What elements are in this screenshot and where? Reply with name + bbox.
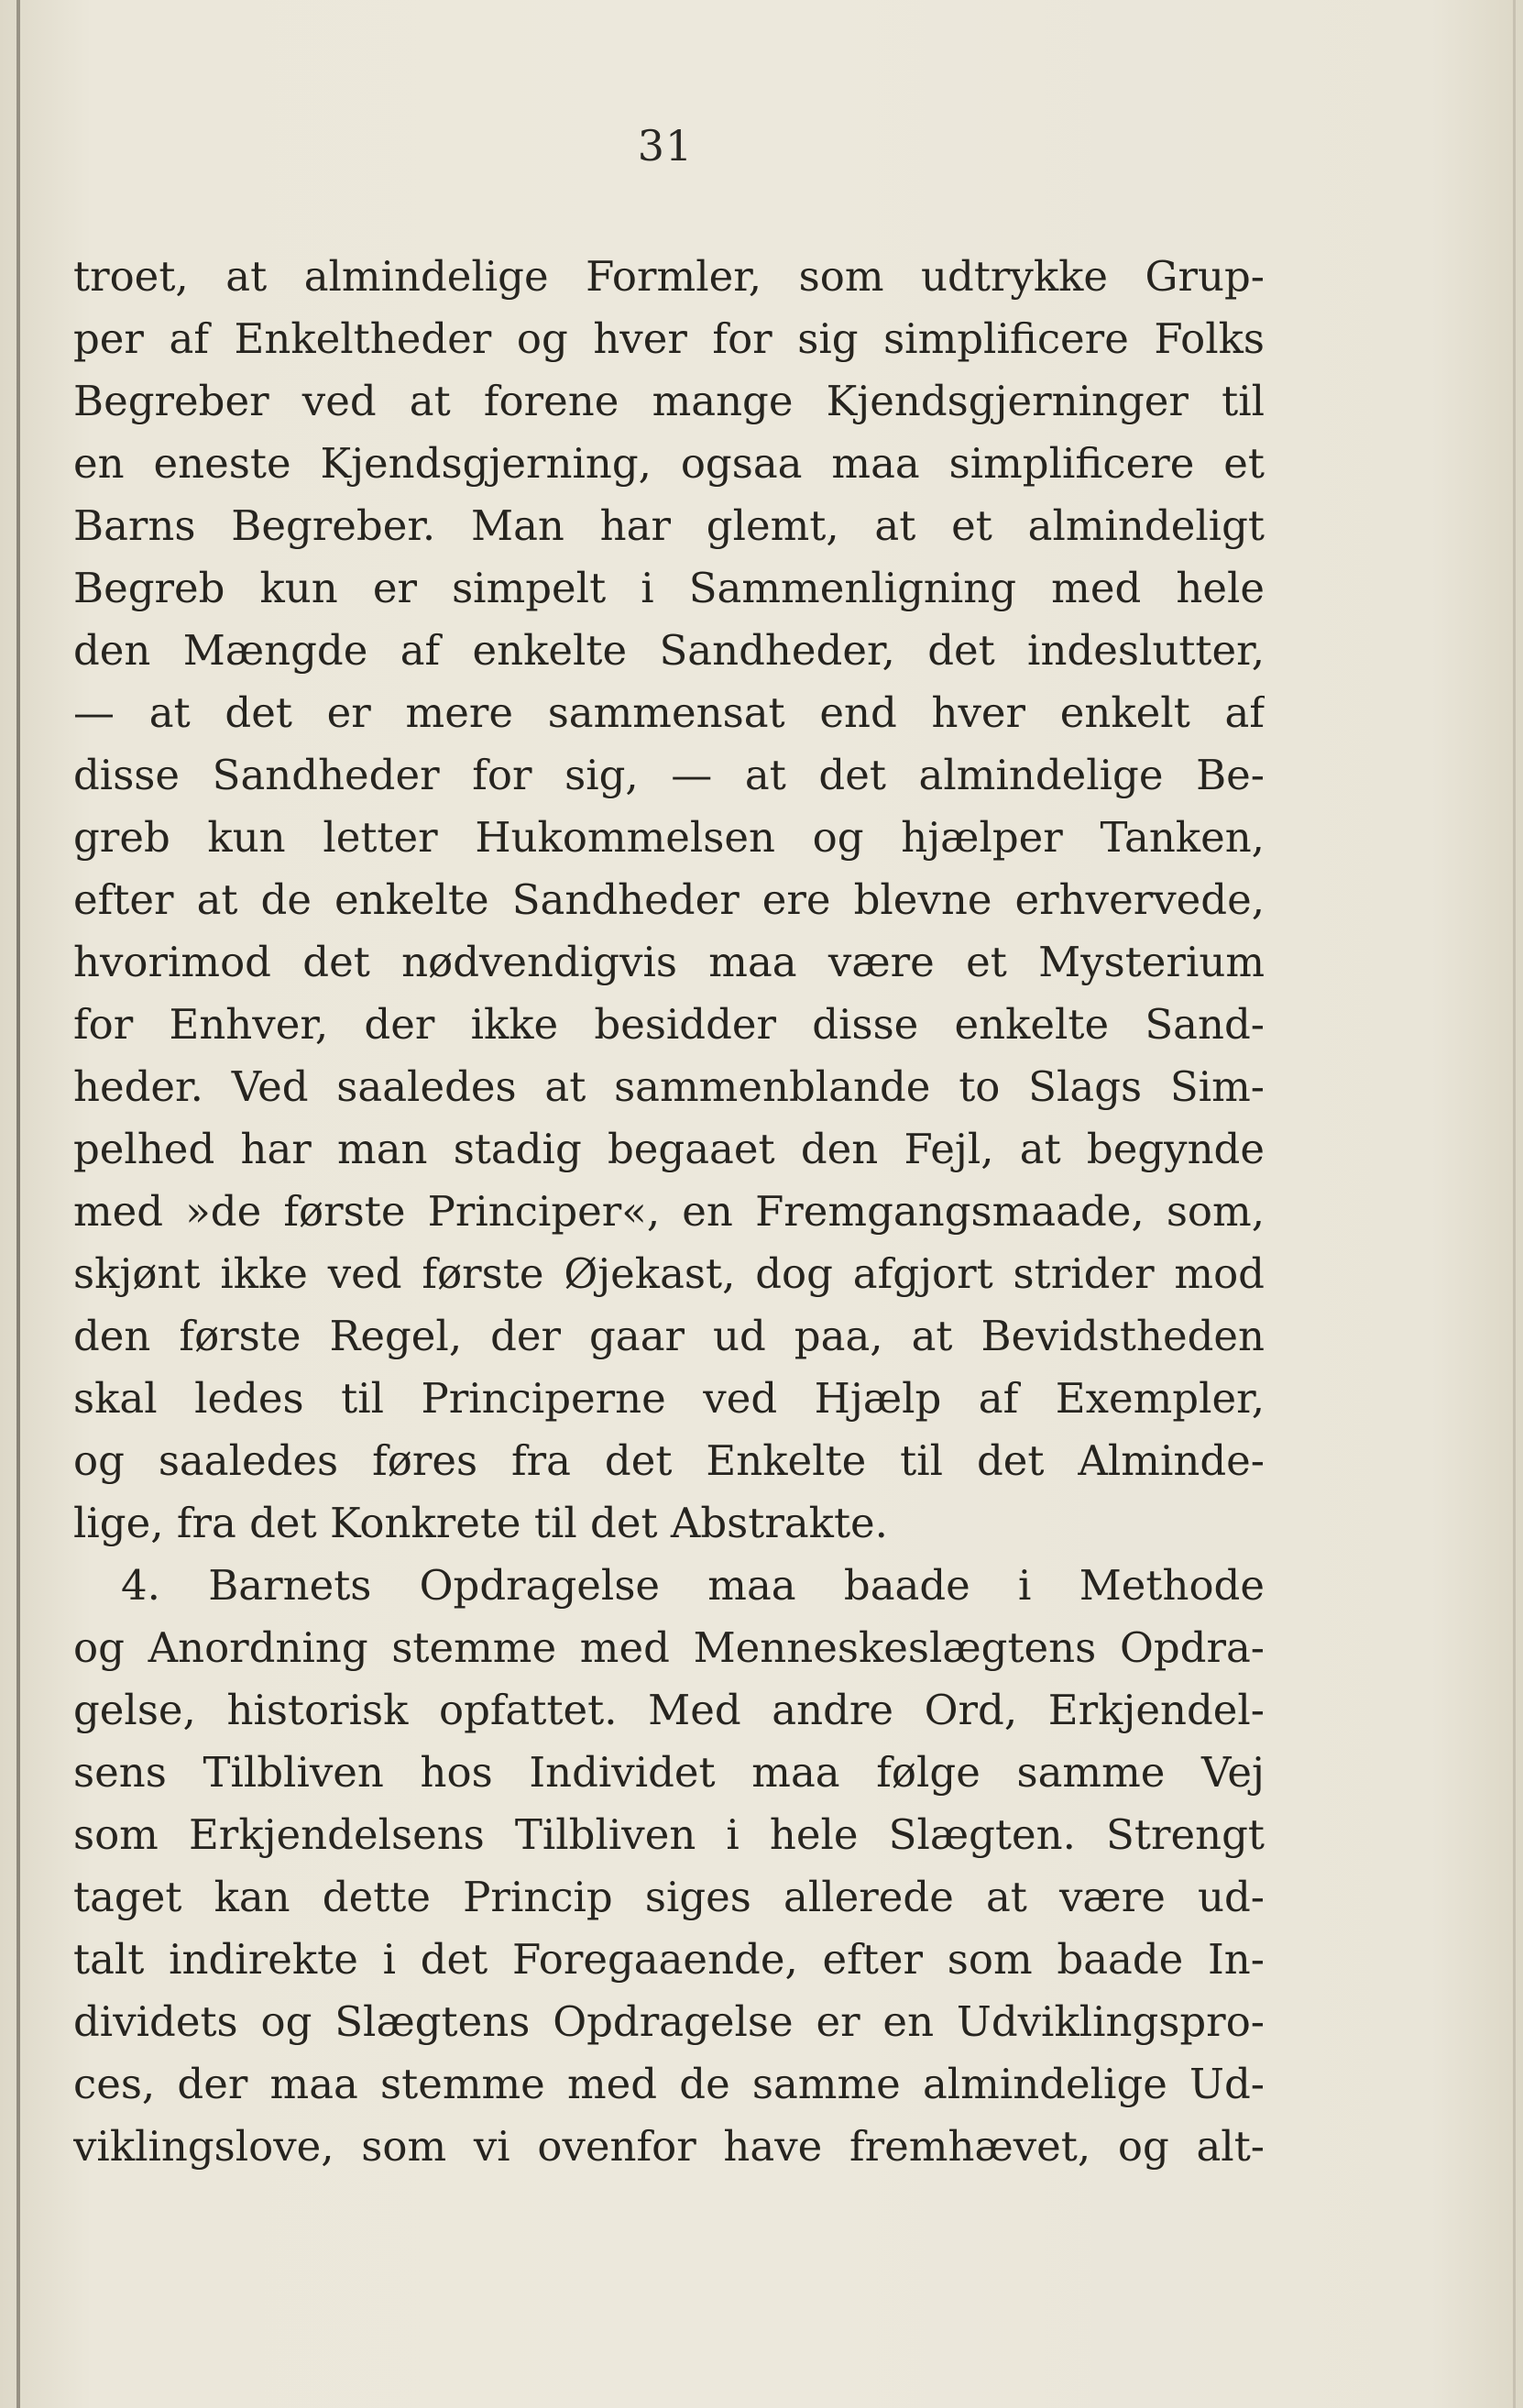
text-line: taget kan dette Princip siges allerede at være ud-	[73, 1873, 1265, 1921]
text-line: viklingslove, som vi ovenfor have fremhævet, og alt-	[73, 2122, 1265, 2171]
text-line: Barns Begreber. Man har glemt, at et almindeligt	[73, 501, 1265, 550]
text-line: den første Regel, der gaar ud paa, at Bevidstheden	[73, 1312, 1265, 1360]
section-start-line: 4. Barnets Opdragelse maa baade i Methode	[121, 1561, 1265, 1610]
text-line: dividets og Slægtens Opdragelse er en Udviklingspro-	[73, 1997, 1265, 2046]
text-line: som Erkjendelsens Tilbliven i hele Slægten. Strengt	[73, 1810, 1265, 1859]
text-line: den Mængde af enkelte Sandheder, det indeslutter,	[73, 626, 1265, 675]
text-line: og Anordning stemme med Menneskeslægtens Opdra-	[73, 1623, 1265, 1672]
text-line: Begreb kun er simpelt i Sammenligning med hele	[73, 564, 1265, 612]
paragraph-end-line: lige, fra det Konkrete til det Abstrakte.	[73, 1499, 888, 1547]
text-line: skal ledes til Principerne ved Hjælp af Exempler,	[73, 1374, 1265, 1423]
page-right-edge	[1513, 0, 1516, 2408]
text-line: for Enhver, der ikke besidder disse enkelte Sand-	[73, 1000, 1265, 1049]
text-line: gelse, historisk opfattet. Med andre Ord, Erkjendel-	[73, 1686, 1265, 1734]
text-line: skjønt ikke ved første Øjekast, dog afgjort strider mod	[73, 1249, 1265, 1298]
text-line: disse Sandheder for sig, — at det almindelige Be-	[73, 751, 1265, 799]
text-line: og saaledes føres fra det Enkelte til det Alminde-	[73, 1436, 1265, 1485]
text-line: troet, at almindelige Formler, som udtrykke Grup-	[73, 252, 1265, 301]
text-line: efter at de enkelte Sandheder ere blevne erhvervede,	[73, 875, 1265, 924]
body-text	[73, 246, 1265, 2178]
page-binding-edge	[16, 0, 20, 2408]
text-line: med »de første Principer«, en Fremgangsmaade, som,	[73, 1187, 1265, 1236]
text-line: hvorimod det nødvendigvis maa være et Mysterium	[73, 938, 1265, 986]
page-number: 31	[637, 121, 694, 170]
text-line: en eneste Kjendsgjerning, ogsaa maa simplificere et	[73, 439, 1265, 488]
text-line: pelhed har man stadig begaaet den Fejl, at begynde	[73, 1125, 1265, 1173]
text-line: per af Enkeltheder og hver for sig simplificere Folks	[73, 314, 1265, 363]
text-line: sens Tilbliven hos Individet maa følge samme Vej	[73, 1748, 1265, 1797]
text-line: — at det er mere sammensat end hver enkelt af	[73, 688, 1265, 737]
text-line: ces, der maa stemme med de samme almindelige Ud-	[73, 2060, 1265, 2108]
text-line: Begreber ved at forene mange Kjendsgjerninger til	[73, 377, 1265, 425]
text-line: heder. Ved saaledes at sammenblande to Slags Sim-	[73, 1062, 1265, 1111]
text-line: talt indirekte i det Foregaaende, efter som baade In-	[73, 1935, 1265, 1984]
text-line: greb kun letter Hukommelsen og hjælper Tanken,	[73, 813, 1265, 862]
